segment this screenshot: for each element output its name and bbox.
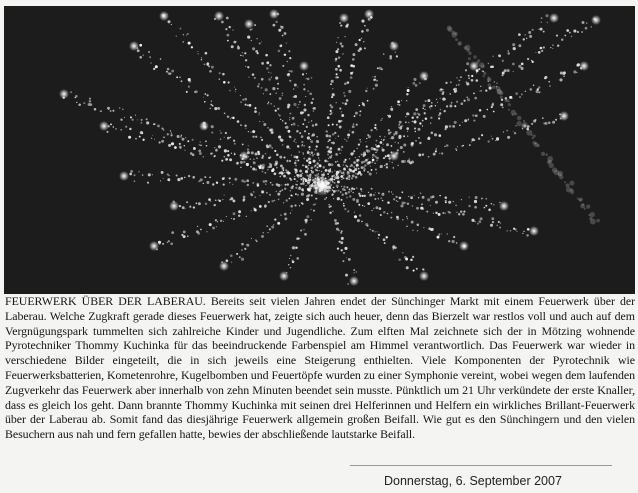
photo-caption bbox=[5, 294, 635, 442]
divider-line bbox=[350, 465, 612, 466]
caption-headline: FEUERWERK ÜBER DER LABERAU. bbox=[5, 294, 206, 308]
fireworks-photo bbox=[4, 6, 635, 294]
caption-body: Bereits seit vielen Jahren endet der Sünchinger Markt mit einem Feuerwerk über der Laberau. Welche Zugkraft gerade dieses Feuerwerk hat, zeigte sich auch heuer, denn das Bierzelt war restlos voll und auch auf dem Vergnügungspark tummelten sich zahlreiche Kinder und Jugendliche. Zum elften Mal zeichnete sich der in Mötzing wohnende Pyrotechniker Thommy Kuchinka für das beeindruckende Farbenspiel am Himmel verantwortlich. Das Feuerwerk war wieder in verschiedene Bilder eingeteilt, die in sich jeweils eine Steigerung enthielten. Viele Komponenten der Pyrotechnik wie Feuerwerksbatterien, Kometenrohre, Kugelbomben und Feuertöpfe wurden zu einer Symphonie vereint, wobei wegen dem laufenden Zugverkehr das Feuerwerk aber innerhalb von zehn Minuten beendet sein musste. Pünktlich um 21 Uhr verkündete der erste Knaller, dass es gleich los geht. Dann brannte Thommy Kuchinka mit seinen drei Helferinnen und Helfern ein wirkliches Brillant-Feuerwerk über der Laberau ab. Somit fand das diesjährige Feuerwerk allgemein großen Beifall. Wie gut es den Sünchingern und den vielen Besuchern aus nah und fern gefallen hatte, bewies der abschließende lautstarke Beifall. bbox=[5, 294, 635, 442]
publication-date: Donnerstag, 6. September 2007 bbox=[384, 474, 562, 488]
